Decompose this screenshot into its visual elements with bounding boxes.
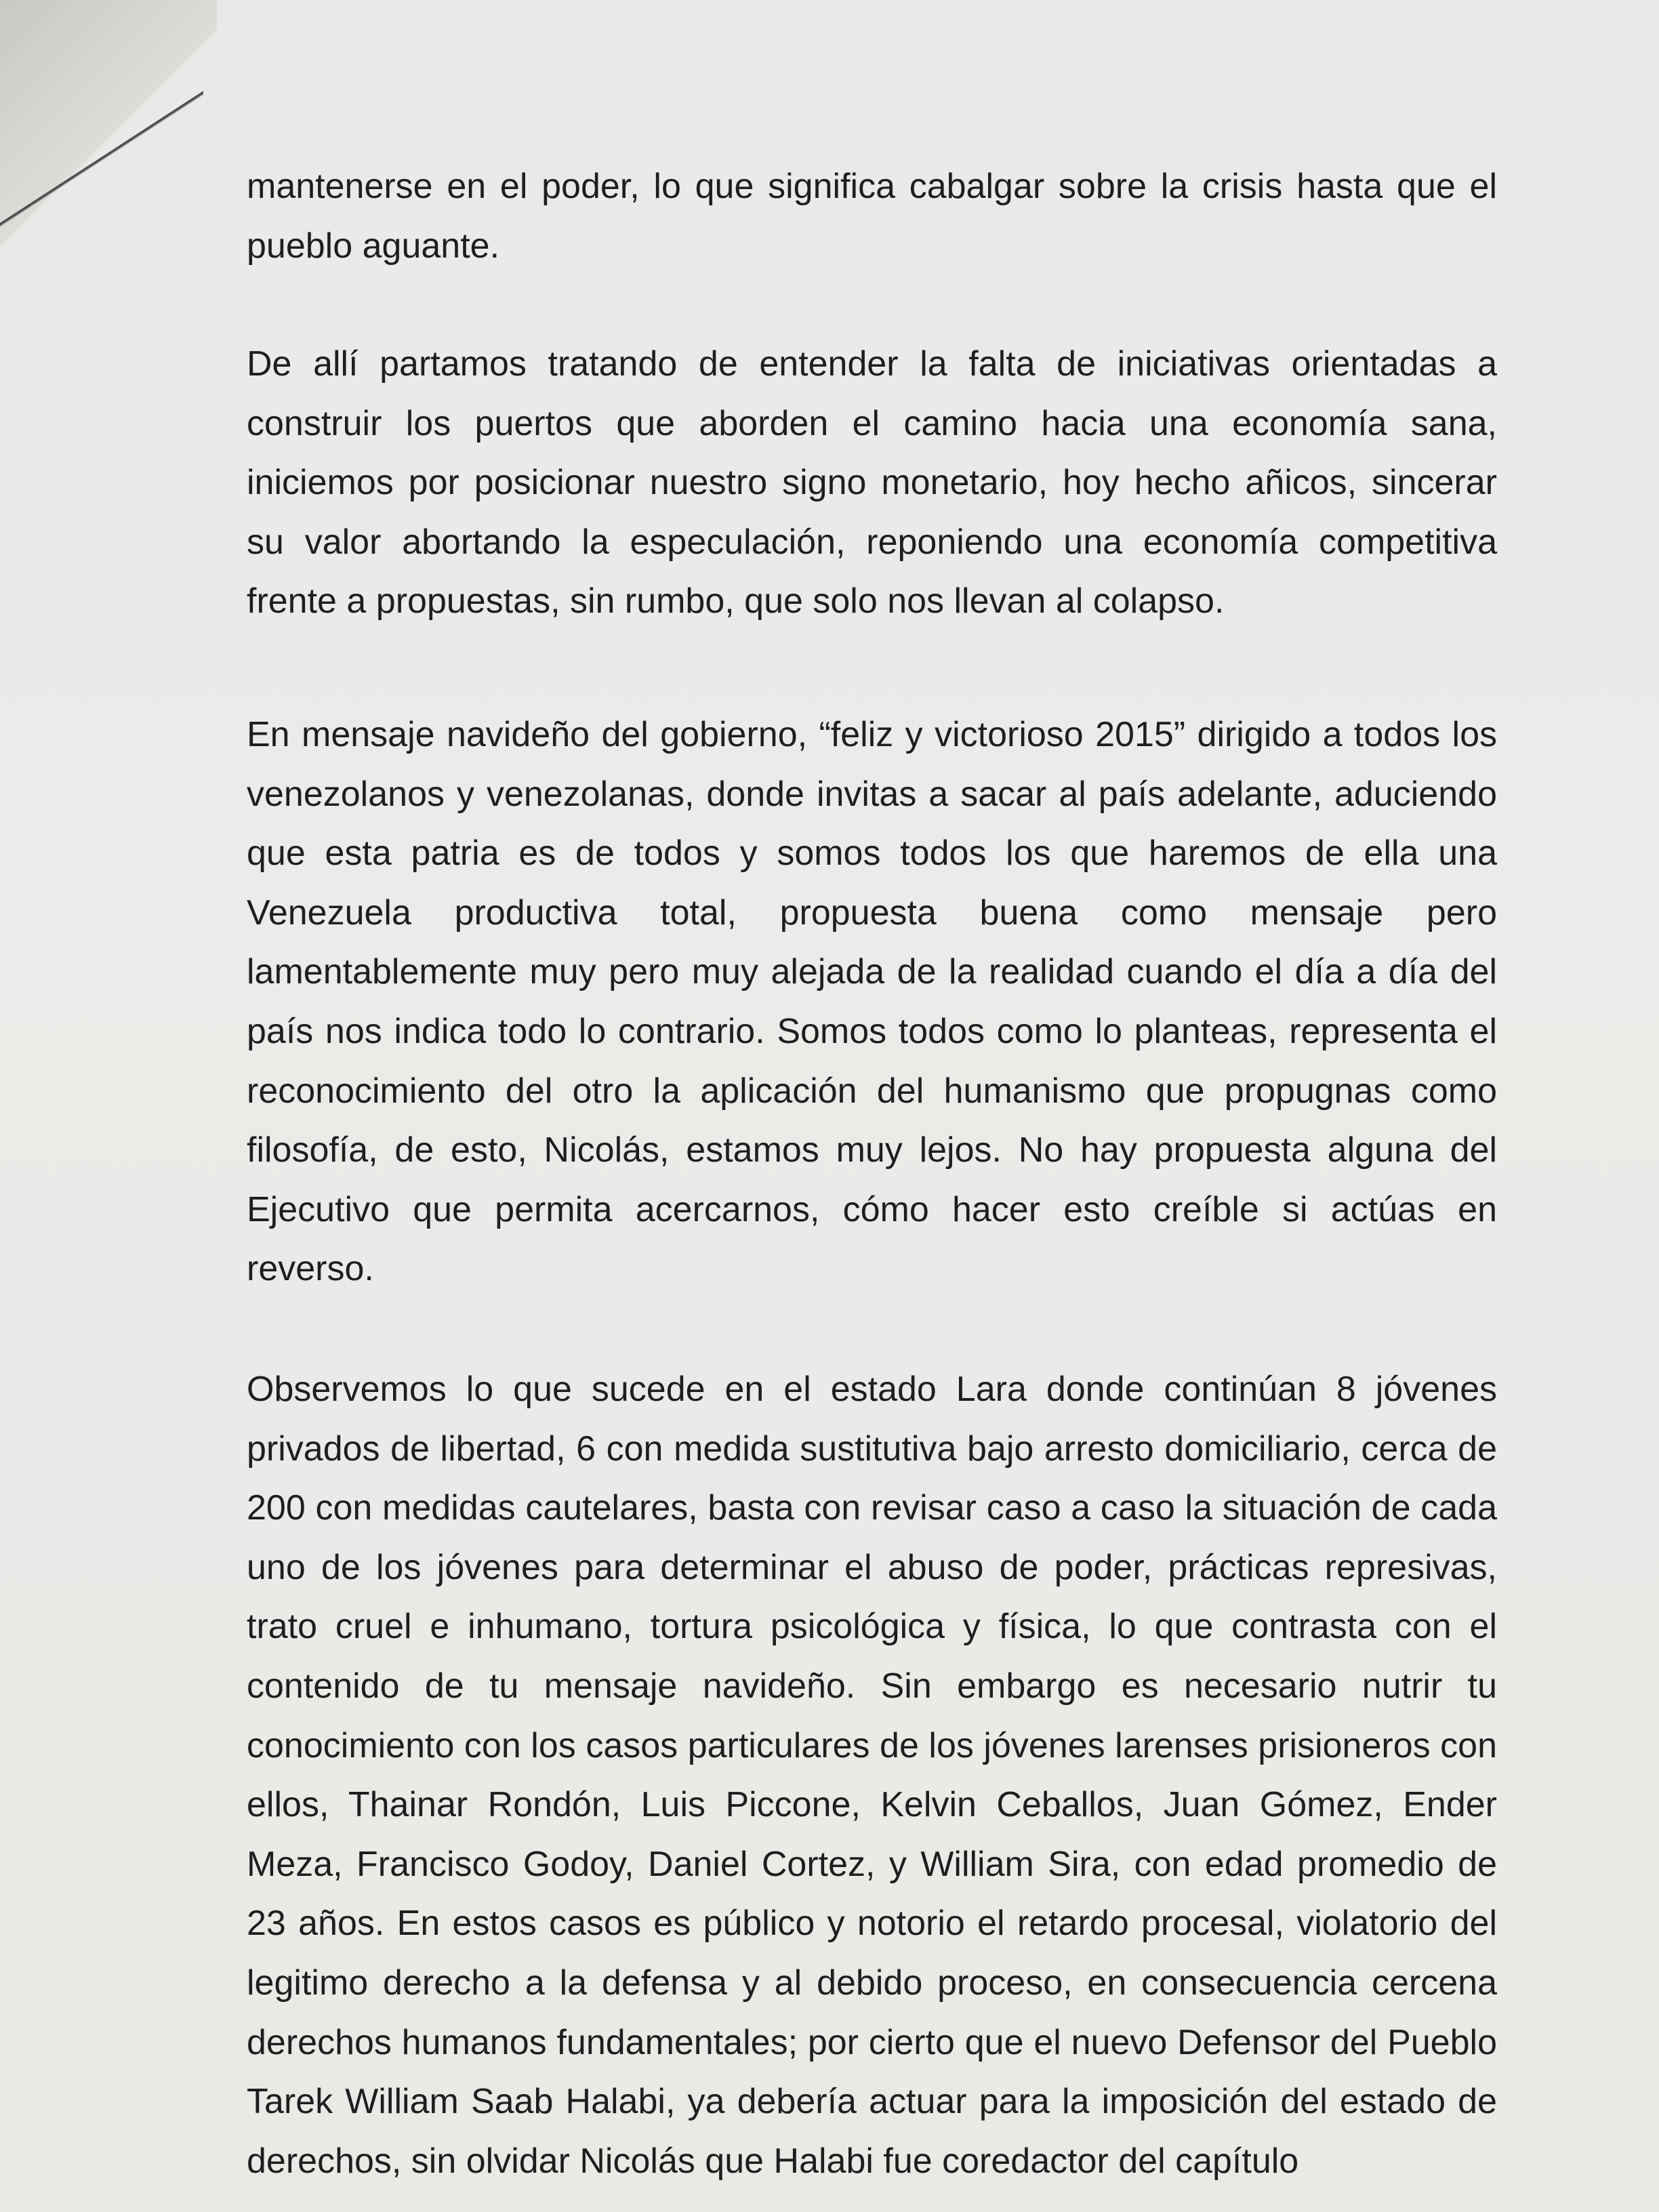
paragraph-text: mantenerse en el poder, lo que significa cabalgar sobre la crisis hasta que el pueblo aguante.: [247, 167, 1497, 266]
document-paragraph: [247, 157, 1497, 276]
document-paragraph: [247, 335, 1497, 632]
document-paragraph: [247, 1360, 1497, 2191]
paragraph-text: Observemos lo que sucede en el estado Lara donde continúan 8 jóvenes privados de libertad, 6 con medida sustitutiva bajo arresto domiciliario, cerca de 200 con medidas cautelares, basta con revisar caso a caso la situación de cada uno de los jóvenes para determinar el abuso de poder, prácticas represivas, trato cruel e inhumano, tortura psicológica y física, lo que contrasta con el contenido de tu mensaje navideño. Sin embargo es necesario nutrir tu conocimiento con los casos particulares de los jóvenes larenses prisioneros con ellos, Thainar Rondón, Luis Piccone, Kelvin Ceballos, Juan Gómez, Ender Meza, Francisco Godoy, Daniel Cortez, y William Sira, con edad promedio de 23 años. En estos casos es público y notorio el retardo procesal, violatorio del legitimo derecho a la defensa y al debido proceso, en consecuencia cercena derechos humanos fundamentales; por cierto que el nuevo Defensor del Pueblo Tarek William Saab Halabi, ya debería actuar para la imposición del estado de derechos, sin olvidar Nicolás que Halabi fue coredactor del capítulo: [247, 1370, 1497, 2181]
document-paragraph: [247, 705, 1497, 1299]
paragraph-text: De allí partamos tratando de entender la falta de iniciativas orientadas a construir los puertos que aborden el camino hacia una economía sana, iniciemos por posicionar nuestro signo monetario, hoy hecho añicos, sincerar su valor abortando la especulación, reponiendo una economía competitiva frente a propuestas, sin rumbo, que solo nos llevan al colapso.: [247, 344, 1497, 621]
paragraph-text: En mensaje navideño del gobierno, “feliz y victorioso 2015” dirigido a todos los venezolanos y venezolanas, donde invitas a sacar al país adelante, aduciendo que esta patria es de todos y somos todos los que haremos de ella una Venezuela productiva total, propuesta buena como mensaje pero lamentablemente muy pero muy alejada de la realidad cuando el día a día del país nos indica todo lo contrario. Somos todos como lo planteas, representa el reconocimiento del otro la aplicación del humanismo que propugnas como filosofía, de esto, Nicolás, estamos muy lejos. No hay propuesta alguna del Ejecutivo que permita acercarnos, cómo hacer esto creíble si actúas en reverso.: [247, 715, 1497, 1289]
page-edge: [0, 0, 203, 319]
